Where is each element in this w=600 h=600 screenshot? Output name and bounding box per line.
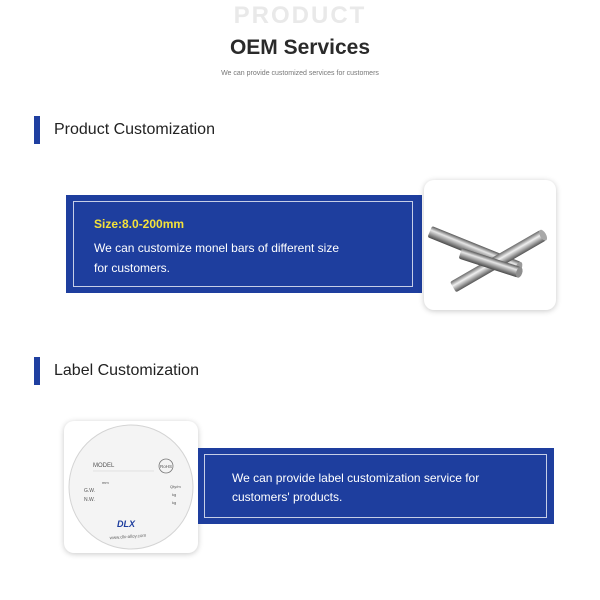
sticker-qty-label: Qty/m (170, 484, 181, 489)
sticker-website: www.dlx-alloy.com (109, 532, 147, 541)
product-info-box (66, 195, 422, 293)
section-marker (34, 116, 40, 144)
page-title: OEM Services (229, 36, 371, 59)
section-heading-product (34, 116, 215, 144)
sticker-model-label: MODEL (93, 463, 115, 469)
product-description-line-1: We can customize monel bars of different size (94, 241, 340, 255)
page-subtitle: We can provide customized services for customers (221, 70, 379, 77)
label-description-line-1: We can provide label customization service for (232, 471, 480, 485)
product-description-line-2: for customers. (94, 261, 171, 275)
sticker-size-label: mm (102, 480, 109, 485)
sticker-kg-label-2: kg (172, 500, 177, 505)
sticker-gw-label: G.W. (84, 488, 96, 494)
label-info-box (198, 448, 554, 524)
header-watermark: PRODUCT (233, 2, 367, 29)
sticker-kg-label-1: kg (172, 492, 177, 497)
label-description-line-2: customers' products. (232, 490, 343, 504)
sticker-brand-logo: DLX (117, 519, 135, 529)
product-image-card (424, 180, 556, 310)
product-size-label: Size:8.0-200mm (94, 217, 185, 231)
metal-rods-image (424, 180, 556, 310)
section-title-label: Label Customization (54, 362, 199, 379)
sticker-nw-label: N.W. (84, 497, 95, 503)
section-heading-label (34, 357, 199, 385)
sticker-rohs-label: RoHS (159, 464, 173, 469)
section-marker (34, 357, 40, 385)
label-image-card (64, 421, 198, 553)
section-title-product: Product Customization (54, 121, 215, 138)
product-label-sticker-image (64, 421, 198, 553)
